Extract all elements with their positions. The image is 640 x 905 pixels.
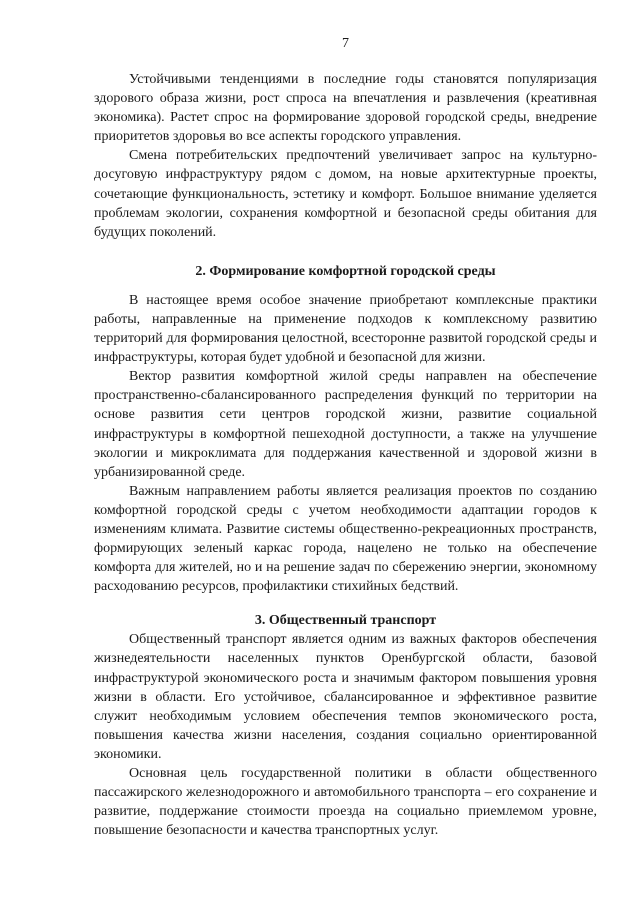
section-3-paragraph-1: Общественный транспорт является одним из важных факторов обеспечения жизнедеятельности населенных пунктов Оренбургской области, базовой инфраструктурой экономического роста и значимым фактором повышения уровня жизни в области. Его устойчивое, сбалансированное и эффективное развитие служит необходимым условием обеспечения темпов экономического роста, повышения качества жизни населения, создания социально ориентированной экономики. <box>94 632 597 762</box>
section-2-heading: 2. Формирование комфортной городской среды <box>195 263 496 279</box>
section-3-paragraph-2: Основная цель государственной политики в области общественного пассажирского железнодорожного и автомобильного транспорта – его сохранение и развитие, поддержание стоимости проезда на социально приемлемом уровне, повышение безопасности и качества транспортных услуг. <box>94 766 597 839</box>
section-2-paragraph-3: Важным направлением работы является реализация проектов по созданию комфортной городской среды с учетом необходимости адаптации городов к изменениям климата. Развитие системы общественно-рекреационных пространств, формирующих зеленый каркас города, нацелено не только на обеспечение комфорта для жителей, но и на решение задач по сбережению энергии, экономному расходованию ресурсов, профилактики стихийных бедствий. <box>94 483 597 595</box>
section-2-paragraph-2: Вектор развития комфортной жилой среды направлен на обеспечение пространственно-сбалансированного распределения функций по территории на основе развития сети центров городской жизни, развитие социальной инфраструктуры в комфортной пешеходной доступности, а также на улучшение экологии и микроклимата для поддержания качественной и здоровой жизни в урбанизированной среде. <box>94 369 597 480</box>
section-2-paragraph-1: В настоящее время особое значение приобретают комплексные практики работы, направленные на применение подходов к комплексному развитию территорий для формирования целостной, всесторонне развитой городской среды и инфраструктуры, которая будет удобной и безопасной для жизни. <box>94 292 597 366</box>
page-number: 7 <box>342 36 349 51</box>
section-3-heading: 3. Общественный транспорт <box>254 613 437 629</box>
intro-paragraph-1: Устойчивыми тенденциями в последние годы становятся популяризация здорового образа жизни, рост спроса на впечатления и развлечения (креативная экономика). Растет спрос на формирование здоровой городской среды, внедрение приоритетов здоровья во все аспекты городского управления. <box>94 72 597 145</box>
document-page <box>94 36 597 840</box>
intro-paragraph-2: Смена потребительских предпочтений увеличивает запрос на культурно-досуговую инфраструктуру рядом с домом, на новые архитектурные проекты, сочетающие функциональность, эстетику и комфорт. Большое внимание уделяется проблемам экологии, сохранения комфортной и безопасной среды обитания для будущих поколений. <box>94 148 597 240</box>
